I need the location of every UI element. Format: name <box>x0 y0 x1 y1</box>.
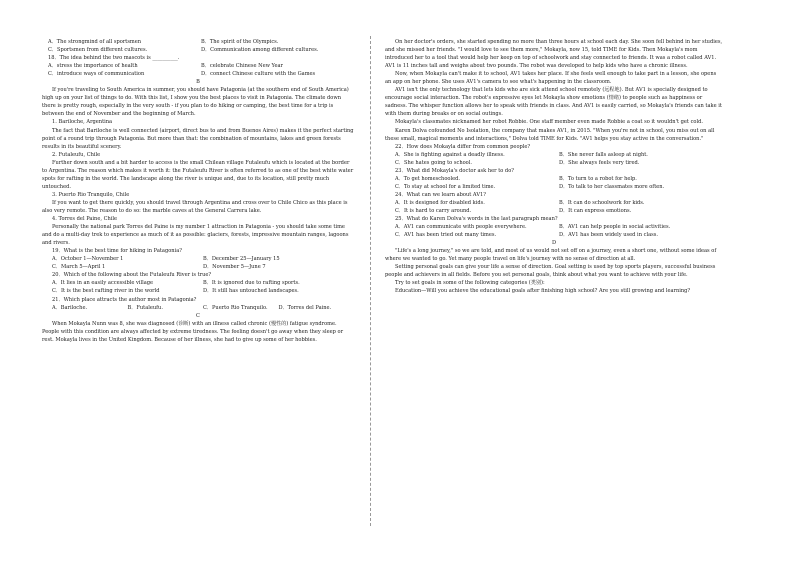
question-23: 23．What did Mokayla's doctor ask her to do? <box>395 167 514 174</box>
option-row <box>385 159 723 167</box>
column-divider <box>370 36 371 526</box>
option: A．AV1 can communicate with people everywhere. <box>395 224 527 231</box>
option: A．It is designed for disabled kids. <box>395 199 485 206</box>
option: D．It still has untouched landscapes. <box>203 288 299 295</box>
right-column <box>385 38 723 296</box>
option: D．Torres del Paine. <box>278 304 332 311</box>
paragraph: Further down south and a bit harder to access is the small Chilean village Futaleufu which is located at the border to Argentina. The reason which makes it worth it: the Futaleufu River is often referred to as one of the best white water spots for rafting in the world. The landscape along the river is unique and, due to its location, still pretty much untouched. <box>42 159 354 190</box>
paragraph: Mokayla's classmates nicknamed her robot Robbie. One staff member even made Robbie a coat so it wouldn't get cold. <box>395 119 704 126</box>
paragraph: Personally the national park Torres del Paine is my number 1 attraction in Patagonia - you should take some time and do a multi-day trek to experience as much of it as possible: glaciers, forests, impressive mountain ranges, lagoons and rivers. <box>42 224 349 247</box>
section-heading-b: B <box>196 79 200 86</box>
option: A．stress the importance of health <box>48 63 138 70</box>
option: C．She hates going to school. <box>395 159 472 166</box>
option: B．It can do schoolwork for kids. <box>559 199 645 206</box>
option-row <box>42 46 354 54</box>
option-row <box>42 279 354 287</box>
paragraph: When Mokayla Nunn was 8, she was diagnosed (诊断) with an illness called chronic (慢性的) fatigue syndrome. People with this condition are always affected by extreme tiredness. The feeling doesn't go away when they sleep or rest. Mokayla lives in the United Kingdom. Because of her illness, she had to give up some of her hobbies. <box>42 320 344 343</box>
option: D．She always feels very tired. <box>559 159 640 166</box>
question-21: 21．Which place attracts the author most in Patagonia? <box>52 296 197 303</box>
option: D．To talk to her classmates more often. <box>559 183 665 190</box>
option: B．She never falls asleep at night. <box>559 151 648 158</box>
option-row <box>42 62 354 70</box>
option-row <box>42 304 354 312</box>
place-heading: 3. Puerto Rio Tranquilo, Chile <box>52 191 130 198</box>
option: D．AV1 has been widely used in class. <box>559 232 658 239</box>
option: D．connect Chinese culture with the Games <box>201 71 316 78</box>
option: D．It can express emotions. <box>559 207 632 214</box>
paragraph: Setting personal goals can give your life a sense of direction. Goal setting is used by top sports players, successful business people and achievers in all fields. Before you set personal goals, think about what you want to achieve with your life. <box>385 264 716 279</box>
question-19: 19．What is the best time for hiking in Patagonia? <box>52 248 182 255</box>
paragraph: AV1 isn't the only technology that lets kids who are sick attend school remotely (远程地). But AV1 is specially designed to encourage social interaction. The robot's expressive eyes let Mokayla show emotions (情绪) to people such as happiness or sadness. The whisper function allows her to speak with friends in class. And AV1 is easily carried, so Mokayla's friends can take it with them during breaks or on social outings. <box>385 87 722 118</box>
paragraph: Try to set goals in some of the following categories (类别): <box>395 280 545 287</box>
option-row <box>42 70 354 78</box>
option: A．It lies in an easily accessible village <box>52 280 154 287</box>
option: A．Bariloche. <box>52 304 88 311</box>
option: B．celebrate Chinese New Year <box>201 63 283 70</box>
option: C．It is hard to carry around. <box>395 207 472 214</box>
option: A．October 1—November 1 <box>52 256 124 263</box>
paragraph: "Life's a long journey," so we are told, and most of us would not set off on a journey, even a short one, without some ideas of where we wanted to go. Yet many people travel on life's journey with no sense of direction at all. <box>385 248 717 263</box>
place-heading: 2. Futaleufu, Chile <box>52 151 101 158</box>
option: C．Puerto Rio Tranquilo. <box>203 304 268 311</box>
option-row <box>385 151 723 159</box>
option-row <box>385 175 723 183</box>
section-heading-c: C <box>196 312 200 319</box>
paragraph: The fact that Bariloche is well connected (airport, direct bus to and from Buenos Aires) makes it the perfect starting point of a round trip through Patagonia. But more than that: the combination of mountains, lakes and green forests results in its beautiful scenery. <box>42 127 354 150</box>
option-row <box>42 263 354 271</box>
option-row <box>385 183 723 191</box>
paragraph: If you're traveling to South America in summer, you should have Patagonia (at the southern end of South America) high up on your list of things to do. With this list, I show you the best places to visit in Patagonia. The climate down there is pretty rough, especially in the very south - if you plan to do hiking or camping, the best time for a trip is between the end of November and the beginning of March. <box>42 87 349 118</box>
paragraph: Karen Dolva cofounded No Isolation, the company that makes AV1, in 2015. "When you're not in school, you miss out on all these small, magical moments and interactions," Dolva told TIME for Kids. "AV1 helps you stay active in the conversation." <box>385 127 715 142</box>
option-row <box>42 255 354 263</box>
paragraph: Now, when Mokayla can't make it to school, AV1 takes her place. If she feels well enough to take part in a lesson, she opens an app on her phone. She uses AV1's camera to see what's happening in the classroom. <box>385 71 717 86</box>
option: C．AV1 has been tried out many times. <box>395 232 497 239</box>
option: A．To get homeschooled. <box>395 175 460 182</box>
paragraph: If you want to get there quickly, you should travel through Argentina and cross over to Chile Chico as this place is also very remote. The reason to do so: the marble caves at the General Carrera lake. <box>42 199 348 214</box>
option: B．AV1 can help people in social activities. <box>559 224 671 231</box>
option-row <box>385 231 723 239</box>
option-row <box>385 199 723 207</box>
option-row <box>42 38 354 46</box>
question-25: 25．What do Karen Dolva's words in the last paragraph mean? <box>395 216 558 223</box>
paragraph: On her doctor's orders, she started spending no more than three hours at school each day. She soon fell behind in her studies, and she missed her friends. "I would love to see them more," Mokayla, now 15, told TIME for Kids. Then Mokayla's mom introduced her to a tool that would help her keep on top of schoolwork and stay connected to friends. It was a robot called AV1. AV1 is 11 inches tall and weighs about two pounds. The robot was developed to help kids who have a chronic illness. <box>385 39 723 70</box>
option: B．The spirit of the Olympics. <box>201 39 279 45</box>
place-heading: 4. Torres del Paine, Chile <box>52 216 118 223</box>
option: B．December 25—January 15 <box>203 256 280 263</box>
question-22: 22．How does Mokayla differ from common people? <box>395 143 531 150</box>
question-20: 20．Which of the following about the Futaleufu River is true? <box>52 272 212 279</box>
option: A．The strongmind of all sportsmen <box>48 39 142 45</box>
option: C．To stay at school for a limited time. <box>395 183 496 190</box>
option: B．To turn to a robot for help. <box>559 175 637 182</box>
question-18: 18．The idea behind the two mascots is __________. <box>48 55 180 62</box>
paragraph: Education—Will you achieve the educational goals after finishing high school? Are you still growing and learning? <box>395 288 691 295</box>
option-row <box>42 287 354 295</box>
option: B．It is ignored due to rafting sports. <box>203 280 300 287</box>
option-row <box>385 223 723 231</box>
option: C．March 5—April 1 <box>52 264 106 271</box>
option: C．Sportsmen from different cultures. <box>48 47 148 54</box>
option: D．Communication among different cultures. <box>201 47 319 54</box>
question-24: 24．What can we learn about AV1? <box>395 191 486 198</box>
option: A．She is fighting against a deadly illness. <box>395 151 505 158</box>
left-column <box>42 38 354 344</box>
option-row <box>385 207 723 215</box>
option: B．Futaleufu. <box>127 304 163 311</box>
place-heading: 1. Bariloche, Argentina <box>52 119 113 126</box>
option: C．It is the best rafting river in the world <box>52 288 160 295</box>
option: D．November 5—June 7 <box>203 264 266 271</box>
option: C．introduce ways of communication <box>48 71 145 78</box>
section-heading-d: D <box>551 240 557 247</box>
